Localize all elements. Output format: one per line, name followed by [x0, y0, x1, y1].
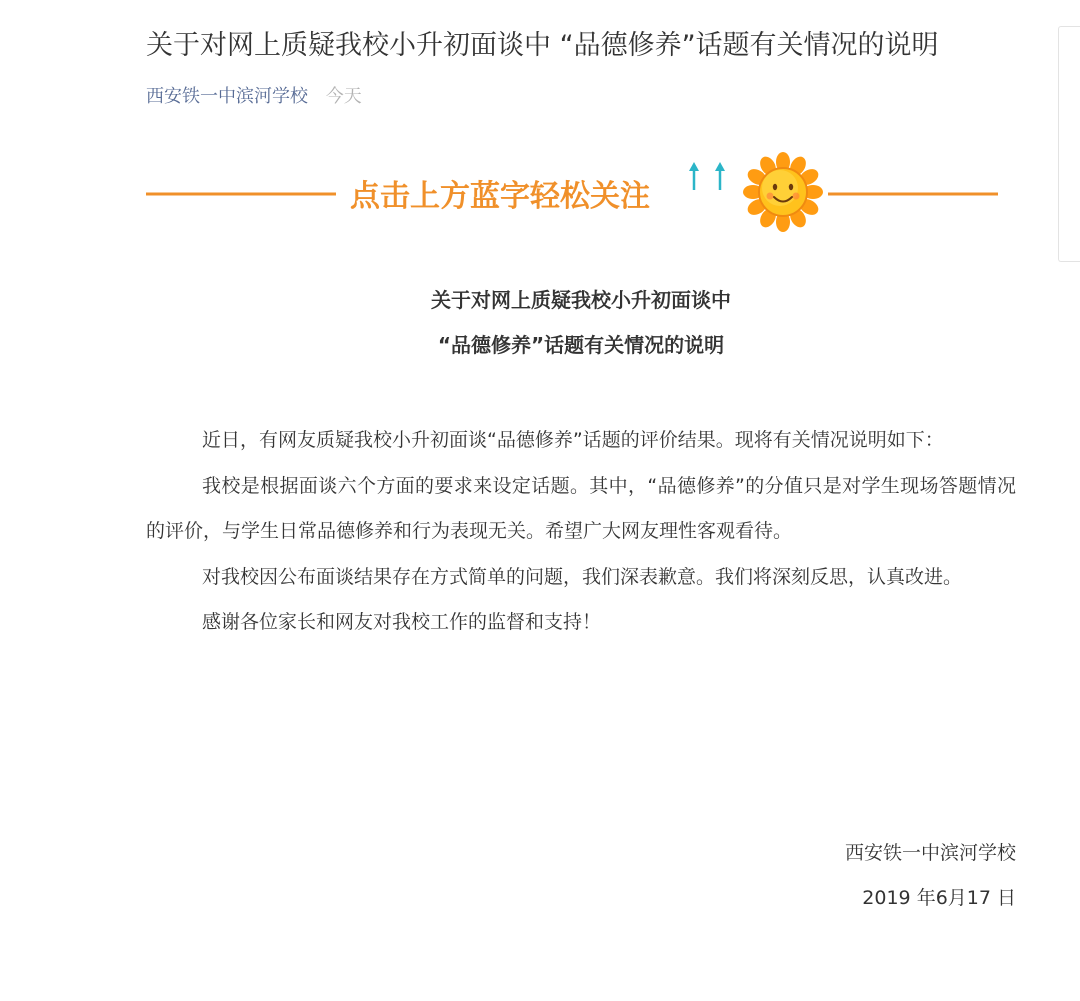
content-heading-line1: 关于对网上质疑我校小升初面谈中: [431, 288, 731, 312]
paragraph: 近日，有网友质疑我校小升初面谈“品德修养”话题的评价结果。现将有关情况说明如下：: [202, 429, 944, 451]
signature-organization: 西安铁一中滨河学校: [844, 842, 1016, 864]
article-body: [146, 418, 1016, 646]
article-meta: [146, 84, 362, 110]
side-panel: [1058, 26, 1080, 262]
arrow-up-icon: [715, 162, 725, 190]
account-name-link[interactable]: 西安铁一中滨河学校: [146, 86, 308, 107]
banner-text: 点击上方蓝字轻松关注: [350, 179, 650, 214]
content-heading-line2: “品德修养”话题有关情况的说明: [437, 333, 725, 357]
follow-banner: [146, 148, 1002, 238]
paragraph: 我校是根据面谈六个方面的要求来设定话题。其中，“品德修养”的分值只是对学生现场答题情况的评价，与学生日常品德修养和行为表现无关。希望广大网友理性客观看待。: [146, 474, 1016, 542]
smiling-sun-icon: [743, 152, 823, 232]
paragraph: 感谢各位家长和网友对我校工作的监督和支持！: [202, 611, 602, 633]
article-title: 关于对网上质疑我校小升初面谈中 “品德修养”话题有关情况的说明: [146, 30, 939, 61]
publish-time: 今天: [325, 86, 362, 107]
signature-date: 2019 年6月17 日: [862, 887, 1016, 909]
arrow-up-icon: [689, 162, 699, 190]
paragraph: 对我校因公布面谈结果存在方式简单的问题，我们深表歉意。我们将深刻反思，认真改进。: [202, 565, 963, 588]
